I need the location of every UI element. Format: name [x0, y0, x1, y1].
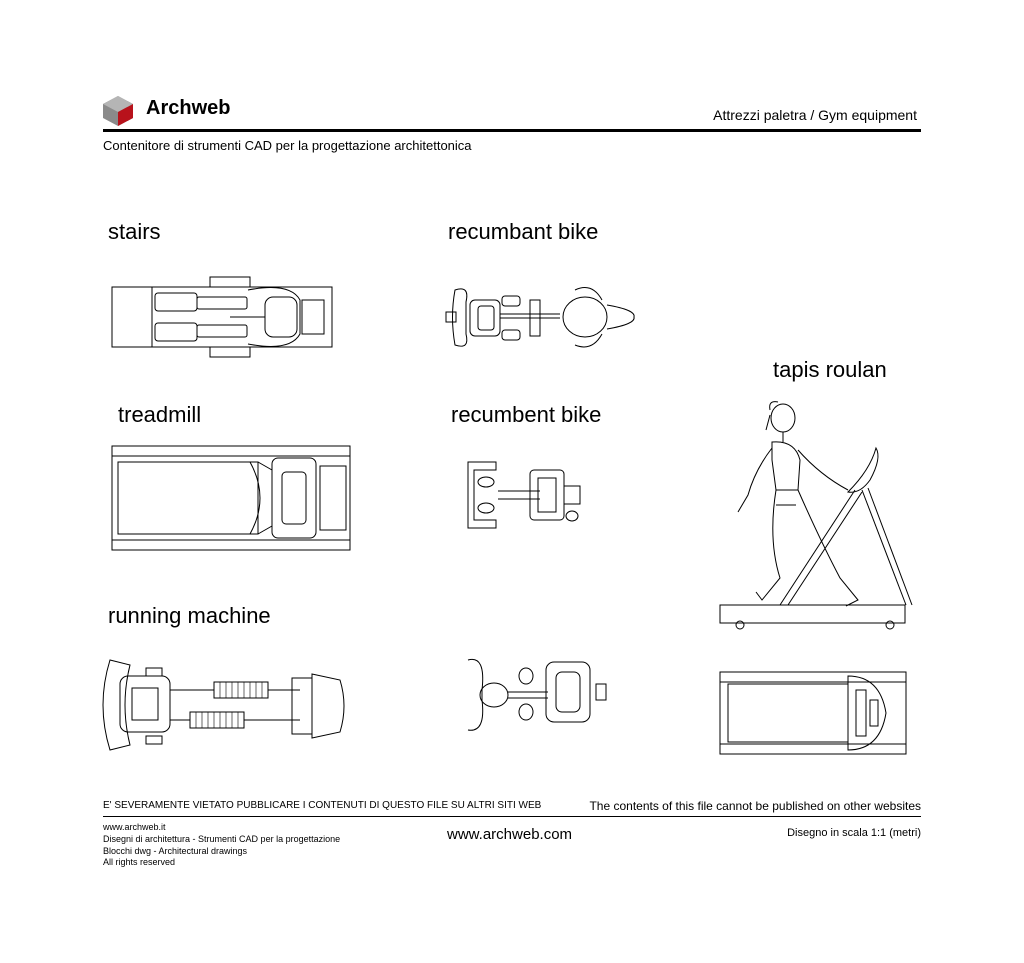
page-title: Attrezzi paletra / Gym equipment	[713, 107, 917, 123]
recumbent-bike-drawing	[468, 462, 580, 528]
footer-line-site: www.archweb.it	[103, 822, 166, 832]
stairs-drawing	[112, 277, 332, 357]
label-recumbent-bike: recumbent bike	[451, 402, 602, 427]
label-treadmill: treadmill	[118, 402, 202, 427]
label-running-machine: running machine	[108, 603, 271, 628]
footer-divider	[103, 816, 921, 817]
tapis-roulan-side-drawing	[720, 402, 912, 629]
archweb-logo-icon	[103, 96, 133, 126]
elliptical-drawing	[468, 659, 606, 730]
recumbant-bike-drawing	[446, 288, 634, 347]
page-subtitle: Contenitore di strumenti CAD per la progettazione architettonica	[103, 138, 472, 153]
notice-english: The contents of this file cannot be published on other websites	[589, 799, 921, 813]
label-recumbant-bike: recumbant bike	[448, 219, 599, 244]
header-divider	[103, 129, 921, 132]
brand-name: Archweb	[146, 97, 231, 119]
footer-line-blocks: Blocchi dwg - Architectural drawings	[103, 846, 248, 856]
footer-line-rights: All rights reserved	[103, 857, 176, 867]
website-link[interactable]: www.archweb.com	[447, 826, 573, 843]
tapis-roulan-top-drawing	[720, 672, 906, 754]
notice-italian: E' SEVERAMENTE VIETATO PUBBLICARE I CONTENUTI DI QUESTO FILE SU ALTRI SITI WEB	[103, 800, 542, 811]
treadmill-drawing	[112, 446, 350, 550]
running-machine-drawing	[103, 660, 344, 750]
scale-note: Disegno in scala 1:1 (metri)	[787, 827, 921, 839]
label-tapis-roulan: tapis roulan	[773, 357, 887, 382]
footer-line-description: Disegni di architettura - Strumenti CAD per la progettazione	[103, 834, 341, 844]
label-stairs: stairs	[108, 219, 161, 244]
